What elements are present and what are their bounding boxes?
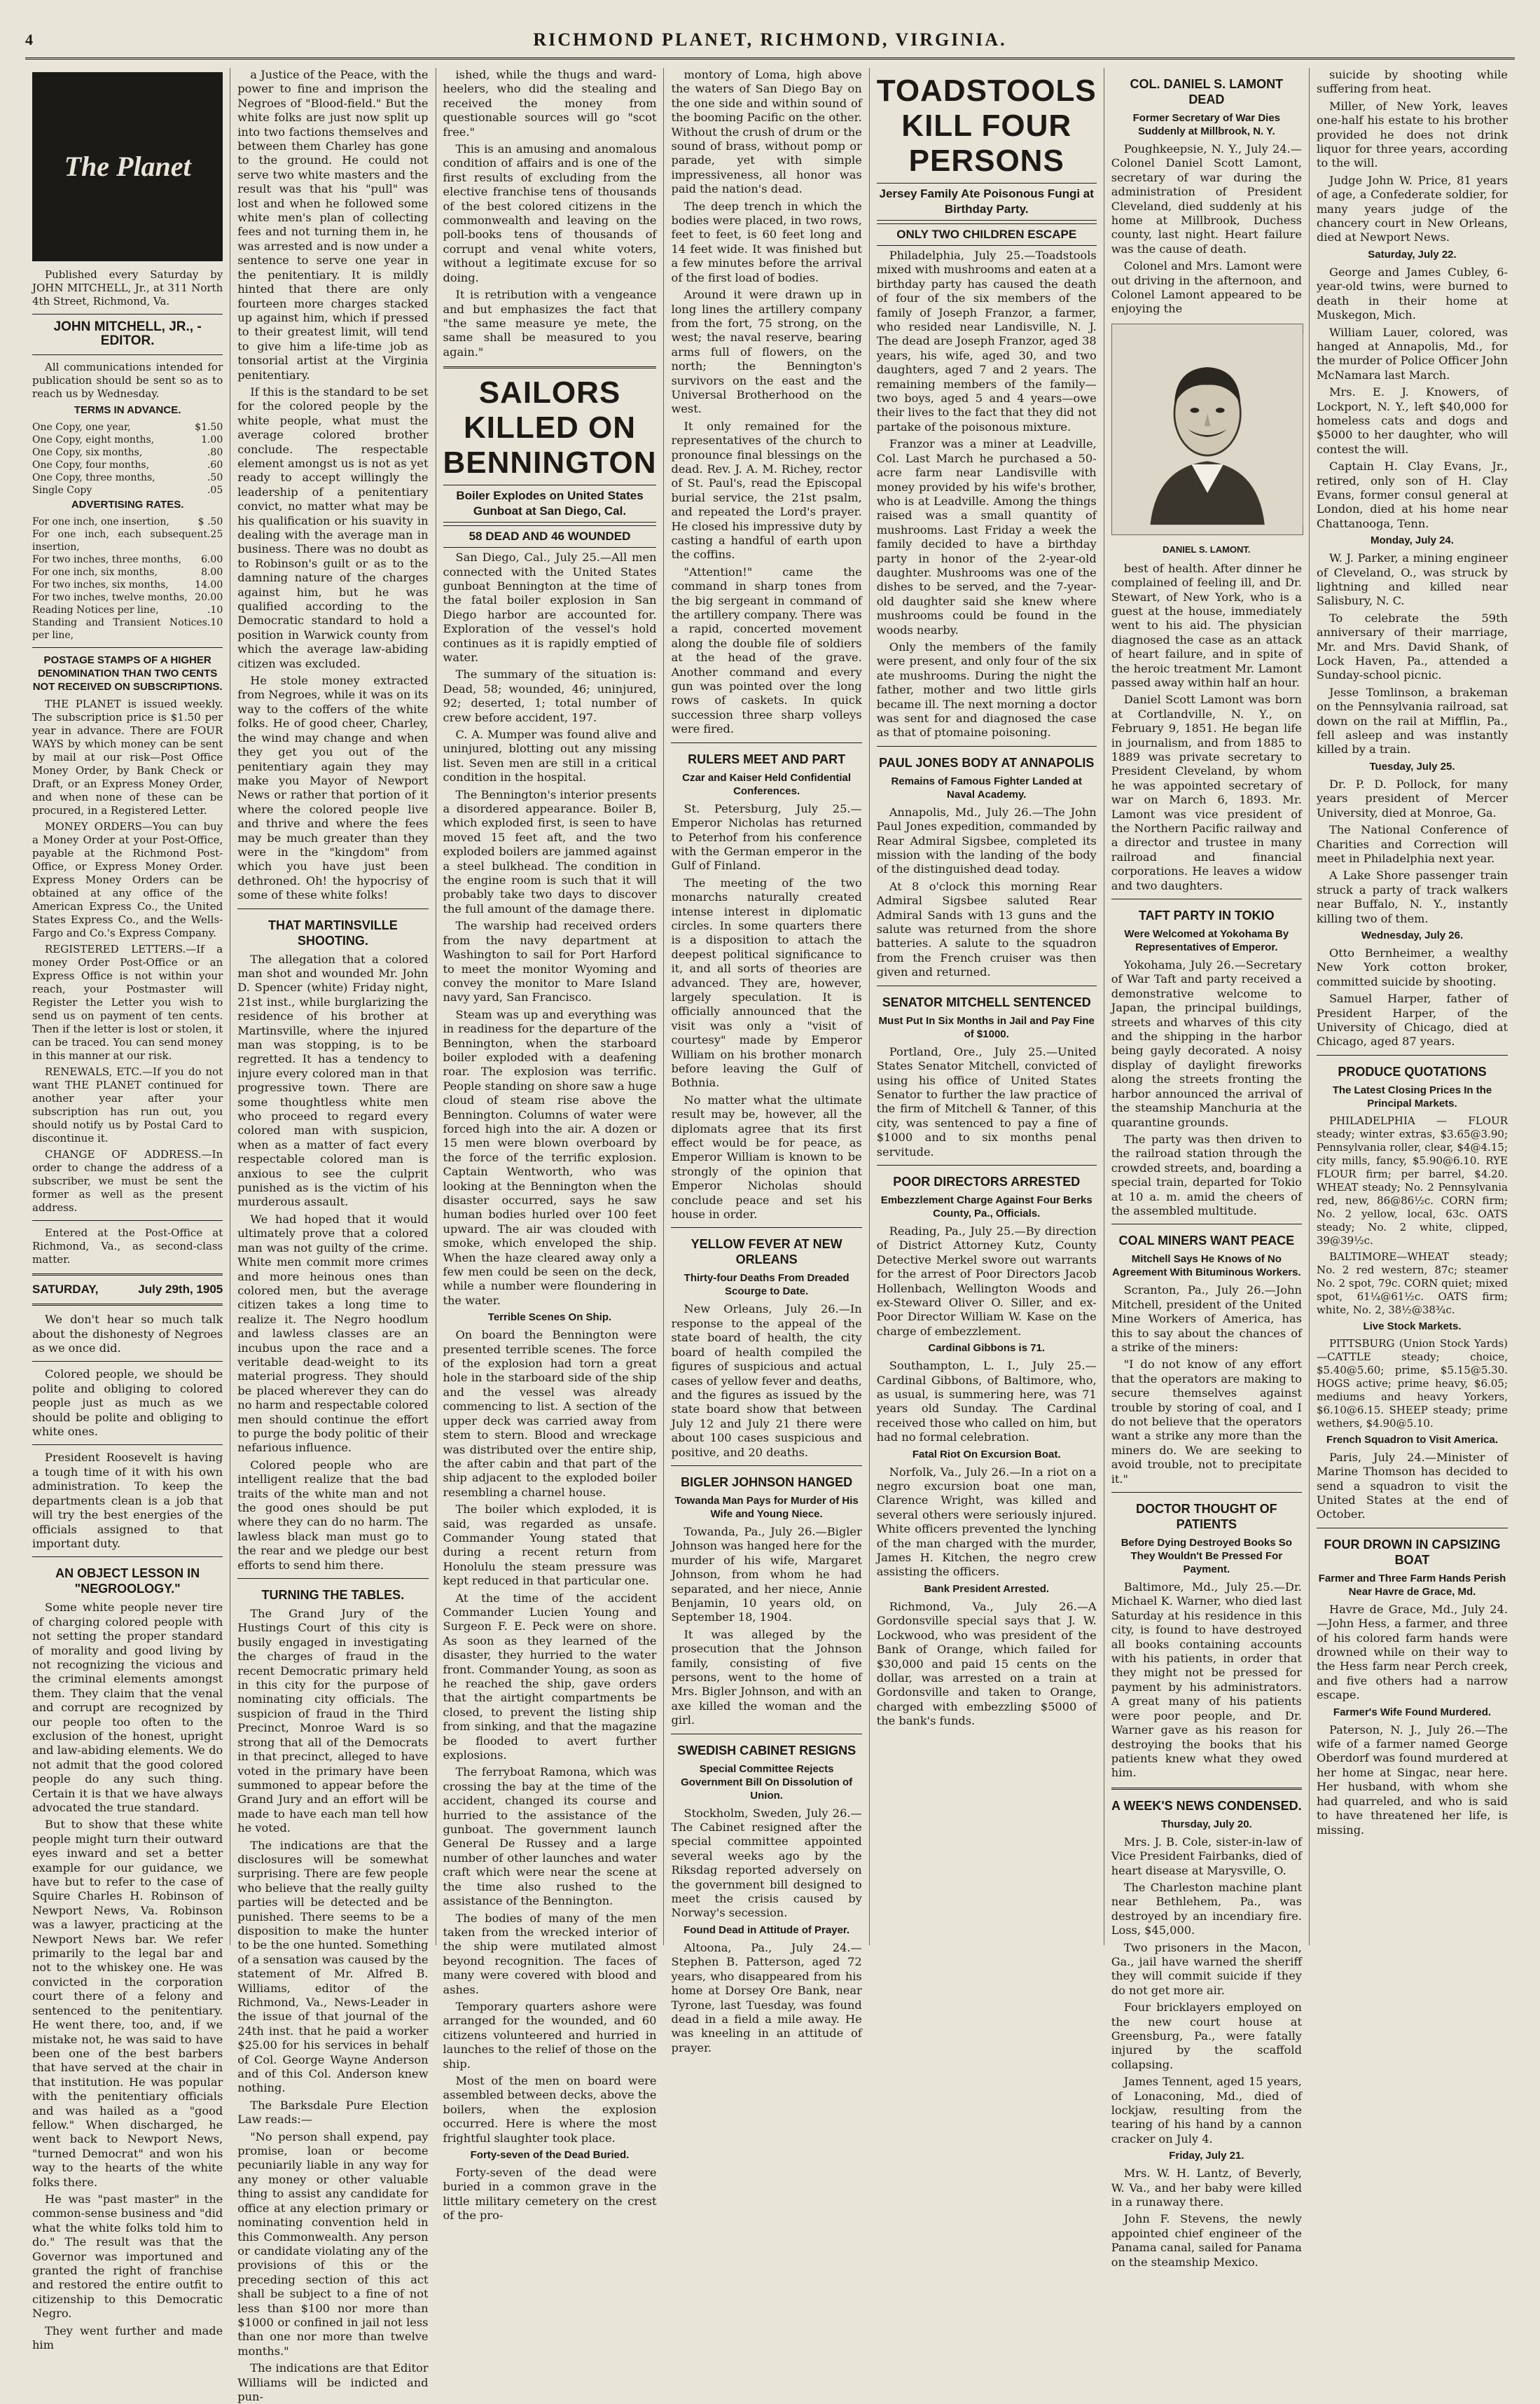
article-paragraph: Paterson, N. J., July 26.—The wife of a farmer named George Oberdorf was found murdered at her home at Singac, near here. Her husband, with whom she had quarreled, and who is said to have threatened her life, is missing. xyxy=(1316,1722,1508,1837)
article-paragraph: Daniel Scott Lamont was born at Cortlandville, N. Y., on February 9, 1851. He began life in journalism, and from 1885 to 1889 was private secretary to President Cleveland, by whom he was appointed secretary of war on March 6, 1893. Mr. Lamont was vice president of the Northern Pacific railway and a director and trustee in many railroad and financial corporations. He leaves a widow and two daughters. xyxy=(1111,693,1302,892)
masthead xyxy=(25,28,1515,60)
headline-deck: Boiler Explodes on United States Gunboat at San Diego, Cal. xyxy=(443,485,657,523)
headline-deck: Jersey Family Ate Poisonous Fungi at Birthday Party. xyxy=(877,183,1097,221)
issue-dateline: SATURDAY, July 29th, 1905 xyxy=(32,1282,223,1296)
subheading: Cardinal Gibbons is 71. xyxy=(928,1342,1046,1355)
article-paragraph: Scranton, Pa., July 26.—John Mitchell, president of the United Mine Workers of America, has this to say about the chances of a strike of the miners: xyxy=(1111,1283,1302,1354)
subheading: Former Secretary of War Dies Suddenly at Millbrook, N. Y. xyxy=(1132,112,1280,137)
article-paragraph: The indications are that Editor Williams will be indicted and pun- xyxy=(237,2361,429,2403)
article-paragraph: The bodies of many of the men taken from the wrecked interior of the ship were mutilated almost beyond recognition. The faces of many were covered with blood and ashes. xyxy=(443,1911,657,1996)
subheading: Live Stock Markets. xyxy=(1363,1320,1462,1332)
communications-note: All communications intended for publication should be sent so as to reach us by Wednesday. xyxy=(32,360,223,400)
article-paragraph: New Orleans, July 26.—In response to the appeal of the state board of health, the city board of health compiled the figures of suspicious and actual cases of yellow fever and deaths, and the figures as issued by the state board show that between July 12 and July 21 there were about 100 cases suspicious and positive, and 20 deaths. xyxy=(671,1302,862,1459)
article-paragraph: The meeting of the two monarchs naturally created intense interest in diplomatic circles. In some quarters there is a disposition to attach the deepest political significance to it, and all sorts of theories are advanced. They are, however, largely speculation. It is officially announced that the visit was only a "visit of courtesy" made by Emperor William on his brother monarch before leaving the Gulf of Bothnia. xyxy=(671,876,862,1090)
news-item: Mrs. J. B. Cole, sister-in-law of Vice President Fairbanks, died of heart disease at Marysville, O. xyxy=(1111,1835,1302,1877)
subheading: Friday, July 21. xyxy=(1169,2150,1244,2162)
editorial-paragraph: Colored people, we should be polite and obliging to colored people just as much as we should be polite and obliging to white ones. xyxy=(32,1367,223,1439)
column-2 xyxy=(230,68,436,2403)
article-paragraph: The deep trench in which the bodies were placed, in two rows, feet to feet, is 60 feet long and 14 feet wide. It was finished but a few minutes before the arrival of the first load of bodies. xyxy=(671,199,862,284)
article-paragraph: The Bennington's interior presents a disordered appearance. Boiler B, which exploded first, is seen to have moved 15 feet aft, and the two exploded boilers are jammed against a steel bulkhead. The condition in the engine room is such that it will probably take two days to discover the full amount of the damage there. xyxy=(443,787,657,916)
article-paragraph: Poughkeepsie, N. Y., July 24.—Colonel Daniel Scott Lamont, secretary of war during the administration of President Cleveland, died suddenly at his home at Millbrook, Duchess county, last night. Heart failure was the cause of death. xyxy=(1111,142,1302,256)
article-paragraph: Colonel and Mrs. Lamont were out driving in the afternoon, and Colonel Lamont appeared to be enjoying the xyxy=(1111,259,1302,316)
subheading: Thursday, July 20. xyxy=(1160,1818,1252,1830)
editorial-paragraph: We don't hear so much talk about the dishonesty of Negroes as we once did. xyxy=(32,1313,223,1355)
article-paragraph: ished, while the thugs and ward-heelers, who did the stealing and received the money from questionable sources will go "scot free." xyxy=(443,68,657,139)
subheading: Czar and Kaiser Held Confidential Conferences. xyxy=(682,771,852,797)
news-item: Mrs. W. H. Lantz, of Beverly, W. Va., and her baby were killed in a runaway there. xyxy=(1111,2167,1302,2209)
article-paragraph: Paris, July 24.—Minister of Marine Thomson has decided to send a squadron to visit the United States at the end of October. xyxy=(1316,1450,1508,1521)
subheading: Special Committee Rejects Government Bill On Dissolution of Union. xyxy=(681,1762,853,1802)
main-headline: TOADSTOOLS KILL FOUR PERSONS xyxy=(876,74,1097,178)
article-paragraph: It is retribution with a vengeance and but emphasizes the fact that "the same measure ye mete, the same shall be measured to you again." xyxy=(443,288,657,359)
news-item: The National Conference of Charities and Correction will meet in Philadelphia next year. xyxy=(1316,823,1508,865)
adv-row: For one inch, each subsequent insertion, .25 xyxy=(32,528,223,553)
terms-row: One Copy, four months, .60 xyxy=(32,459,223,471)
subheading: Monday, July 24. xyxy=(1371,534,1454,547)
news-item: William Lauer, colored, was hanged at Annapolis, Md., for the murder of Police Officer John McNamara last March. xyxy=(1316,325,1508,382)
adv-row: For two inches, twelve months, 20.00 xyxy=(32,591,223,603)
article-paragraph: St. Petersburg, July 25.—Emperor Nicholas has returned to Peterhof from his conference with the German emperor in the Gulf of Finland. xyxy=(671,801,862,873)
article-paragraph: Most of the men on board were assembled between decks, above the boilers, when the explosion occurred. Here is where the most frightful slaughter took place. xyxy=(443,2073,657,2145)
subheading: French Squadron to Visit America. xyxy=(1326,1433,1499,1446)
subheading: Forty-seven of the Dead Buried. xyxy=(470,2149,630,2161)
article-paragraph: We had hoped that it would ultimately prove that a colored man was not guilty of the crime. White men commit more crimes and more heinous ones than colored men, but the average citizen takes a long time to realize it. The Negro hoodlum and lawless classes are an incubus upon the race and a veritable dead-weight to its material progress. They should be placed wherever they can do no harm and respectable colored men should continue the effort to purge the body politic of their nefarious influence. xyxy=(237,1212,429,1455)
article-paragraph: The boiler which exploded, it is said, was regarded as unsafe. Commander Young stated that during a recent return from Honolulu the steam pressure was kept reduced in that particular one. xyxy=(443,1502,657,1588)
terms-row: One Copy, six months, .80 xyxy=(32,446,223,458)
article-paragraph: Steam was up and everything was in readiness for the departure of the Bennington, when the starboard boiler exploded with a deafening roar. The explosion was terrific. People standing on shore saw a huge cloud of steam rise above the Bennington. Columns of water were forced high into the air. A dozen or 15 men were blown overboard by the force of the terrific explosion. Captain Wentworth, who was looking at the Bennington when the disaster occurred, says he saw human bodies hurled over 100 feet upward. The air was clouded with smoke, which enveloped the ship. When the haze cleared away only a few men could be seen on the deck, while a number were floundering in the water. xyxy=(443,1007,657,1307)
article-headline: FOUR DROWN IN CAPSIZING BOAT xyxy=(1324,1537,1501,1567)
adv-row: For two inches, three months, 6.00 xyxy=(32,553,223,565)
article-headline: COAL MINERS WANT PEACE xyxy=(1118,1234,1295,1248)
news-item: Judge John W. Price, 81 years of age, a Confederate soldier, for many years judge of the chancery court in New Orleans, died at Newport News. xyxy=(1316,173,1508,244)
article-paragraph: Around it were drawn up in long lines the artillery company from the fort, 75 strong, on the west; the naval reserve, bearing arms full of flowers, on the north; the Bennington's survivors on the east and the Universal Brotherhood on the west. xyxy=(671,288,862,416)
news-item: W. J. Parker, a mining engineer of Cleveland, O., was struck by lightning and killed near Salisbury, N. C. xyxy=(1316,551,1508,608)
news-item: Dr. P. D. Pollock, for many years president of Mercer University, died at Monroe, Ga. xyxy=(1316,777,1508,820)
article-paragraph: The warship had received orders from the navy department at Washington to sail for Port Harford to meet the monitor Wyoming and convey the monitor to Mare Island navy yard, San Francisco. xyxy=(443,919,657,1004)
terms-row: Single Copy .05 xyxy=(32,484,223,496)
subheading: The Latest Closing Prices In the Principal Markets. xyxy=(1332,1084,1492,1110)
article-headline: AN OBJECT LESSON IN "NEGROOLOGY." xyxy=(55,1566,200,1596)
market-report: BALTIMORE—WHEAT steady; No. 2 red western, 87c; steamer No. 2 spot, 79c. CORN quiet; mixed spot, 61¼@61½c. OATS firm; white, No. 2, 38½@38¾c. xyxy=(1316,1250,1508,1316)
subheading: Farmer and Three Farm Hands Perish Near Havre de Grace, Md. xyxy=(1318,1572,1506,1598)
page-number: 4 xyxy=(25,31,33,48)
article-headline: SWEDISH CABINET RESIGNS xyxy=(677,1743,856,1757)
renewals-info: RENEWALS, ETC.—If you do not want THE PLANET continued for another year after your subscription has run out, you should notify us by Postal Card to discontinue it. xyxy=(32,1065,223,1145)
adv-row: Reading Notices per line, .10 xyxy=(32,604,223,616)
article-headline: COL. DANIEL S. LAMONT DEAD xyxy=(1130,77,1284,106)
adv-row: For one inch, six months, 8.00 xyxy=(32,566,223,578)
article-paragraph: Baltimore, Md., July 25.—Dr. Michael K. Warner, who died last Saturday at his residence in this city, is found to have destroyed all books containing accounts with his patients, in order that they might not be pressed for payment by his administrators. A great many of his patients were poor people, and Dr. Warner gave as his reason for destroying the books that his patients knew what they owed him. xyxy=(1111,1580,1302,1780)
article-paragraph: Towanda, Pa., July 26.—Bigler Johnson was hanged here for the murder of his wife, Margaret Johnson, from whom he had separated, and her niece, Annie Benjamin, 10 years old, on September 18, 1904. xyxy=(671,1524,862,1624)
article-paragraph: Philadelphia, July 25.—Toadstools mixed with mushrooms and eaten at a birthday party has caused the death of four of the six members of the family of Joseph Franzor, a farmer, who resided near Landisville, N. J. The dead are Joseph Franzor, aged 38 years, his wife, aged 30, and two daughters, aged 7 and 2 years. The remaining members of the family—two boys, aged 5 and 4 years—owe their lives to the fact that they did not partake of the poisonous mixture. xyxy=(876,249,1097,434)
article-paragraph: San Diego, Cal., July 25.—All men connected with the United States gunboat Bennington at the time of the fatal boiler explosion in San Diego harbor are accounted for. Exploration of the vessel's hold continues as it is rapidly emptied of water. xyxy=(443,551,657,664)
article-paragraph: The Grand Jury of the Hustings Court of this city is busily engaged in investigating the charges of fraud in the recent Democratic primary held in this city for the purpose of nominating city officials. The suspicion of fraud in the Third Precinct, Monroe Ward is so strong that all of the Democrats in that precinct, alleged to have voted in the primary have been summoned to appear before the Grand Jury and an effort will be made to have each man tell how he voted. xyxy=(237,1607,429,1835)
article-headline: DOCTOR THOUGHT OF PATIENTS xyxy=(1136,1502,1277,1532)
headline-deck: ONLY TWO CHILDREN ESCAPE xyxy=(877,223,1097,246)
subheading: Towanda Man Pays for Murder of His Wife and Young Niece. xyxy=(674,1494,859,1520)
article-paragraph: Forty-seven of the dead were buried in a common grave in the little military cemetery on the crest of the pro- xyxy=(443,2166,657,2223)
terms-table xyxy=(32,421,223,497)
terms-row: One Copy, three months, .50 xyxy=(32,471,223,483)
article-headline: YELLOW FEVER AT NEW ORLEANS xyxy=(691,1237,842,1267)
market-report: PITTSBURG (Union Stock Yards)—CATTLE steady; choice, $5.40@5.60; prime, $5.15@5.30. HOGS active; prime heavy, $6.05; mediums and heavy Yorkers, $6.10@6.15. SHEEP steady; prime wethers, $4.90@5.10. xyxy=(1316,1336,1508,1430)
article-headline: A WEEK'S NEWS CONDENSED. xyxy=(1111,1798,1302,1813)
article-paragraph: This is an amusing and anomalous condition of affairs and is one of the first results of excluding from the elective franchise tens of thousands of the best colored citizens in the commonwealth and leaving on the poll-books tens of thousands of corrupt and venal white voters, without a legitimate excuse for so doing. xyxy=(443,142,657,284)
article-headline: SENATOR MITCHELL SENTENCED xyxy=(882,995,1091,1009)
editorial-paragraph: President Roosevelt is having a tough time of it with his own administration. To keep the departments clean is a job that will try the best energies of the officials assigned to that important duty. xyxy=(32,1451,223,1550)
editor-line: JOHN MITCHELL, JR., - EDITOR. xyxy=(53,319,202,349)
article-headline: TAFT PARTY IN TOKIO xyxy=(1138,909,1275,923)
headline-deck: 58 DEAD AND 46 WOUNDED xyxy=(443,525,657,548)
subheading: Bank President Arrested. xyxy=(924,1582,1050,1595)
subheading: Before Dying Destroyed Books So They Wouldn't Be Pressed For Payment. xyxy=(1121,1537,1292,1576)
news-item: George and James Cubley, 6-year-old twins, were burned to death in their home at Muskegon, Mich. xyxy=(1316,265,1508,322)
news-item: Otto Bernheimer, a wealthy New York cotton broker, committed suicide by shooting. xyxy=(1316,946,1508,988)
article-paragraph: If this is the standard to be set for the colored people by the white people, what must the average colored brother conclude. The respectable element amongst us is not as yet ready to accept willingly the leadership of a penitentiary convict, no matter what may be his qualification or his suavity in dealing with the average man in business. There was no doubt as to Robinson's guilt or as to the damning nature of the charges against him, but he was qualified according to the Democratic standard to hold a position in Warwick county from which the average law-abiding citizen was excluded. xyxy=(237,385,429,670)
logo-text: The Planet xyxy=(64,151,191,182)
article-paragraph: No matter what the ultimate result may be, however, all the diplomats agree that its first effect would be for peace, as Emperor William is known to be strongly of the opinion that Emperor Nicholas should conclude peace and set his house in order. xyxy=(671,1093,862,1222)
article-headline: PRODUCE QUOTATIONS xyxy=(1338,1064,1487,1079)
column-1 xyxy=(25,68,230,2352)
article-paragraph: The summary of the situation is: Dead, 58; wounded, 46; uninjured, 92; deserted, 1; total number of crew before accident, 197. xyxy=(443,668,657,724)
article-paragraph: "No person shall expend, pay promise, loan or become pecuniarily liable in any way for any money or other valuable thing to assist any candidate for office at any election primary or nominating convention held in this Commonwealth. Any person or candidate violating any of the provisions of this or the preceding section of this act shall be subject to a fine of not less than $100 nor more than $1000 or confined in jail not less than one nor more than twelve months." xyxy=(237,2129,429,2358)
subheading: Saturday, July 22. xyxy=(1368,248,1457,261)
article-paragraph: C. A. Mumper was found alive and uninjured, blotting out any missing list. Seven men are still in a critical condition in the hospital. xyxy=(443,728,657,785)
article-headline: RULERS MEET AND PART xyxy=(688,752,846,766)
terms-title: TERMS IN ADVANCE. xyxy=(74,403,181,416)
article-paragraph: They went further and made him xyxy=(32,2323,223,2352)
subheading: Tuesday, July 25. xyxy=(1369,760,1455,773)
article-paragraph: Yokohama, July 26.—Secretary of War Taft and party received a demonstrative welcome to Japan, the principal buildings, streets and wharves of this city and the shipping in the harbor being gayly decorated. A noisy display of daylight fireworks along the streets fronting the harbor announced the arrival of the steamship Manchuria at the quarantine grounds. xyxy=(1111,958,1302,1129)
subheading: Terrible Scenes On Ship. xyxy=(487,1311,612,1324)
article-paragraph: He stole money extracted from Negroes, while it was on its way to the coffers of the white folks. He of good cheer, Charley, the wind may change and when they get you out of the penitentiary again they may make you Mayor of Newport News or rather that portion of it where the colored people live and thrive and where the fees may be much greater than they were in the "kingdom" from which you have just been dethroned. Oh! the hypocrisy of some of these white folks! xyxy=(237,674,429,902)
article-paragraph: At the time of the accident Commander Lucien Young and Surgeon F. E. Peck were on shore. As soon as they learned of the disaster, they hurried to the water front. Commander Young, as soon as he reached the ship, gave orders that the airtight compartments be closed, to prevent the listing ship from sinking, and that the magazine be flooded to avert further explosions. xyxy=(443,1591,657,1762)
column-7 xyxy=(1310,68,1515,1945)
article-paragraph: Stockholm, Sweden, July 26.—The Cabinet resigned after the special committee appointed several weeks ago by the Riksdag reported adversely on the government bill designed to meet the crisis caused by Norway's secession. xyxy=(671,1806,862,1920)
subheading: Thirty-four Deaths From Dreaded Scourge to Date. xyxy=(684,1272,849,1298)
terms-row: One Copy, eight months, 1.00 xyxy=(32,434,223,445)
news-item: Captain H. Clay Evans, Jr., retired, only son of H. Clay Evans, former consul general at London, died at his home near Chattanooga, Tenn. xyxy=(1316,460,1508,530)
article-headline: THAT MARTINSVILLE SHOOTING. xyxy=(268,918,398,948)
column-6 xyxy=(1104,68,1310,2269)
lamont-portrait xyxy=(1111,324,1303,535)
article-headline: PAUL JONES BODY AT ANNAPOLIS xyxy=(879,755,1095,770)
article-headline: TURNING THE TABLES. xyxy=(261,1588,405,1603)
article-paragraph: Norfolk, Va., July 26.—In a riot on a negro excursion boat one man, Clarence Wright, was killed and several others were seriously injured. White officers prevented the lynching of the man charged with the murder, James H. Kitchen, the negro crew assisting the officers. xyxy=(876,1465,1097,1579)
money-orders-info: MONEY ORDERS—You can buy a Money Order at your Post-Office, payable at the Richmond Post-Office, or Express Money Order. Express Money Orders can be obtained at any office of the American Express Co., the United States Express Co., and the Wells-Fargo and Co.'s Express Company. xyxy=(32,820,223,939)
main-headline: SAILORS KILLED ON BENNINGTON xyxy=(443,375,657,481)
adv-table xyxy=(32,516,223,642)
subheading: Fatal Riot On Excursion Boat. xyxy=(912,1448,1061,1460)
subheading: Must Put In Six Months in Jail and Pay Fine of $1000. xyxy=(878,1014,1095,1040)
article-paragraph: At 8 o'clock this morning Rear Admiral Sigsbee saluted Rear Admiral Sands with 13 guns and the salute was returned from the shore batteries. A salute to the squadron from the French cruiser was then given and returned. xyxy=(876,879,1097,979)
article-paragraph: "Attention!" came the command in sharp tones from the big sergeant in command of the artillery company. There was a rapid, concerted movement along the double file of soldiers at the head of the grave. Another command and every gun was pointed over the long rows of caskets. In quick succession three sharp volleys were fired. xyxy=(671,565,862,736)
column-3 xyxy=(436,68,665,2223)
subheading: Remains of Famous Fighter Landed at Naval Academy. xyxy=(891,775,1082,801)
publisher-info: Published every Saturday by JOHN MITCHELL, Jr., at 311 North 4th Street, Richmond, Va. xyxy=(32,268,223,308)
registered-letters-info: REGISTERED LETTERS.—If a money Order Post-Office or an Express Office is not within your reach, your Postmaster will Register the Letter you wish to send us on payment of ten cents. Then if the letter is lost or stolen, it can be traced. You can send money in this manner at our risk. xyxy=(32,942,223,1062)
news-item: Miller, of New York, leaves one-half his estate to his brother provided he does not drink liquor for three years, according to the will. xyxy=(1316,99,1508,170)
article-paragraph: a Justice of the Peace, with the power to fine and imprison the Negroes of "Blood-field." But the white folks are just now split up into two factions themselves and between them Charley has gone to the ground. He could not serve two white masters and the result was that his "pull" was lost and when he followed some white men's plan of collecting fees and not turning them in, he was arrested and is now under a sentence to serve one year in the penitentiary. It is mildly hinted that there are only fourteen more charges stacked up against him, which if pressed to their greatest limit, will tend to give him a life-time job as tonsorial artist at the Virginia penitentiary. xyxy=(237,68,429,382)
article-paragraph: Havre de Grace, Md., July 24.—John Hess, a farmer, and three of his colored farm hands were drowned while on their way to the Hess farm near Perch creek, and five others had a narrow escape. xyxy=(1316,1602,1508,1702)
subheading: Wednesday, July 26. xyxy=(1361,929,1464,941)
newspaper-title: RICHMOND PLANET, RICHMOND, VIRGINIA. xyxy=(533,29,1007,50)
article-paragraph: best of health. After dinner he complained of feeling ill, and Dr. Stewart, of New York, who is a guest at the house, immediately went to his aid. The physician diagnosed the case as an attack of heart failure, and in spite of the heroic treatment Mr. Lamont passed away within half an hour. xyxy=(1111,561,1302,689)
news-item: John F. Stevens, the newly appointed chief engineer of the Panama canal, sailed for Panama on the steamship Mexico. xyxy=(1111,2212,1302,2269)
subheading: Embezzlement Charge Against Four Berks County, Pa., Officials. xyxy=(880,1194,1092,1220)
article-paragraph: Some white people never tire of charging colored people with not setting the proper standard of morality and good living by not recognizing the vicious and the criminal elements amongst them. They claim that the venal and corrupt are recognized by our people too often to the exclusion of the honest, upright and law-abiding elements. We do not admit that the good colored people do any such thing. Certain it is that we have always advocated the true standard. xyxy=(32,1601,223,1814)
adv-row: Standing and Transient Notices per line, .10 xyxy=(32,616,223,641)
column-5 xyxy=(870,68,1104,1945)
article-paragraph: He was "past master" in the common-sense business and "did what the white folks told him to do." The result was that the Governor was importuned and granted the right of franchise and restored the entire outfit to citizenship to this Democratic Negro. xyxy=(32,2192,223,2321)
change-address-info: CHANGE OF ADDRESS.—In order to change the address of a subscriber, we must be sent the former as well as the present address. xyxy=(32,1147,223,1214)
subheading: Were Welcomed at Yokohama By Representatives of Emperor. xyxy=(1124,928,1289,954)
subheading: Farmer's Wife Found Murdered. xyxy=(1333,1706,1492,1718)
news-item: A Lake Shore passenger train struck a party of track walkers near Buffalo, N. Y., instantly killing two of them. xyxy=(1316,869,1508,925)
adv-row: For one inch, one insertion, $ .50 xyxy=(32,516,223,527)
article-paragraph: Altoona, Pa., July 24.—Stephen B. Patterson, aged 72 years, who disappeared from his home at Dorsey Ore Bank, near Tyrone, last Tuesday, was found dead in a field a mile away. He was kneeling in an attitude of prayer. xyxy=(671,1940,862,2054)
entered-note: Entered at the Post-Office at Richmond, Va., as second-class matter. xyxy=(32,1226,223,1266)
news-item: Two prisoners in the Macon, Ga., jail have warned the sheriff they will commit suicide if they do not get more air. xyxy=(1111,1940,1302,1997)
adv-row: For two inches, six months, 14.00 xyxy=(32,579,223,590)
news-item: James Tennent, aged 15 years, of Lonaconing, Md., died of lockjaw, resulting from the tearing of his hand by a cannon cracker on July 4. xyxy=(1111,2075,1302,2146)
news-item: The Charleston machine plant near Bethlehem, Pa., was destroyed by an incendiary fire. Loss, $45,000. xyxy=(1111,1880,1302,1937)
article-paragraph: Richmond, Va., July 26.—A Gordonsville special says that J. W. Lockwood, who was president of the Bank of Orange, which failed for $30,000 and paid 15 cents on the dollar, was arrested on a train at Gordonsville and taken to Orange, charged with embezzling $5000 of the bank's funds. xyxy=(876,1599,1097,1728)
adv-title: ADVERTISING RATES. xyxy=(71,498,184,511)
subscription-info: THE PLANET is issued weekly. The subscription price is $1.50 per year in advance. There are FOUR WAYS by which money can be sent by mail at our risk—Post Office Money Order, by Bank Check or Draft, or an Express Money Order, and when none of these can be procured, in a Registered Letter. xyxy=(32,697,223,817)
news-item: suicide by shooting while suffering from heat. xyxy=(1316,68,1508,96)
article-paragraph: The Barksdale Pure Election Law reads:— xyxy=(237,2098,429,2127)
subheading: Found Dead in Attitude of Prayer. xyxy=(684,1923,850,1936)
article-paragraph: The allegation that a colored man shot and wounded Mr. John D. Spencer (white) Friday night, 21st inst., while burglarizing the residence of his brother at Martinsville, where the injured man was stopping, is to be regretted. It has a tendency to injure every colored man in that progressive town. There are some thoughtless white men who proceed to regard every colored man with suspicion, when as a matter of fact every respectable colored man is anxious to see the culprit punished as is the victim of his murderous assault. xyxy=(237,952,429,1209)
article-paragraph: It only remained for the representatives of the church to pronounce final blessings on the dead. Rev. J. A. M. Richey, rector of St. Paul's, read the Episcopal burial service, the 21st psalm, and repeated the Lord's prayer. He closed his impressive duty by casting a handful of earth upon the coffins. xyxy=(671,419,862,562)
article-paragraph: The indications are that the disclosures will be somewhat surprising. There are few people who believe that the really guilty parties will be detected and be punished. There seems to be a disposition to make the hunter to be the one hunted. Something of a sensation was caused by the statement of Mr. Alfred B. Williams, editor of the Richmond, Va., News-Leader in the issue of that journal of the 24th inst. that he paid a worker $25.00 for his services in behalf of Col. George Wayne Anderson and of this Col. Anderson knew nothing. xyxy=(237,1838,429,2095)
article-paragraph: On board the Bennington were presented terrible scenes. The force of the explosion had torn a great hole in the starboard side of the ship and the vessel was already commencing to list. A section of the upper deck was carried away from stem to stern. Blood and wreckage was distributed over the entire ship, the after cabin and that part of the ship adjacent to the exploded boiler resembling a charnel house. xyxy=(443,1328,657,1499)
article-paragraph: But to show that these white people might turn their outward eyes inward and set a better example for our guidance, we have but to refer to the case of Squire Charles H. Robinson of Newport News, Va. Robinson was a lawyer, practicing at the Newport News bar. We refer primarily to the legal bar and not to the whiskey one. He was convicted in the corporation court there of a felony and sentenced to the penitentiary. He went there, too, and, if we mistake not, he was said to have been one of the best barbers that have served at the chair in that institution. He was popular with the penitentiary officials and was hailed as a "good fellow." When discharged, he went back to Newport News, "turned Democrat" and won his way to the hearts of the white folks there. xyxy=(32,1818,223,2189)
news-item: Samuel Harper, father of President Harper, of the University of Chicago, died at Chicago, aged 87 years. xyxy=(1316,992,1508,1049)
article-paragraph: Temporary quarters ashore were arranged for the wounded, and 60 citizens volunteered and hurried in launches to the relief of those on the ship. xyxy=(443,1999,657,2071)
article-paragraph: "I do not know of any effort that the operators are making to secure themselves against trouble by storing of coal, and I do not believe that the operators want a strike any more than the miners do. We are seeking to avoid trouble, not to precipitate it." xyxy=(1111,1358,1302,1486)
article-headline: POOR DIRECTORS ARRESTED xyxy=(893,1174,1081,1189)
article-paragraph: Reading, Pa., July 25.—By direction of District Attorney Kutz, County Detective Merkel swore out warrants for the arrest of Poor Directors Jacob Hollenbach, Wellington Woods and ex-Steward Oliver O. Siller, and ex-Poor Director William W. Kase on the charge of embezzlement. xyxy=(876,1224,1097,1338)
terms-row: One Copy, one year, $1.50 xyxy=(32,421,223,433)
news-item: Mrs. E. J. Knowers, of Lockport, N. Y., left $40,000 for homeless cats and dogs and $5000 to her daughter, who will contest the will. xyxy=(1316,385,1508,456)
column-4 xyxy=(664,68,869,2054)
article-paragraph: Southampton, L. I., July 25.—Cardinal Gibbons, of Baltimore, who, as usual, is summering here, was 71 years old Sunday. The Cardinal received those who called on him, but had no formal celebration. xyxy=(876,1359,1097,1444)
article-paragraph: Colored people who are intelligent realize that the bad traits of the white man and not the good ones should be put where they can do no harm. The lawless black man must go to the rear and we pledge our best efforts to send him there. xyxy=(237,1458,429,1572)
article-paragraph: Annapolis, Md., July 26.—The John Paul Jones expedition, commanded by Rear Admiral Sigsbee, completed its mission with the landing of the body of the distinguished dead today. xyxy=(876,805,1097,876)
article-paragraph: Only the members of the family were present, and only four of the six ate mushrooms. During the night the father, mother and two little girls became ill. The next morning a doctor was sent for and diagnosed the case as that of ptomaine poisoning. xyxy=(876,640,1097,740)
planet-logo xyxy=(32,72,223,261)
article-paragraph: It was alleged by the prosecution that the Johnson family, consisting of five persons, went to the home of Mrs. Bigler Johnson, and with an axe killed the woman and the girl. xyxy=(671,1627,862,1727)
article-paragraph: Portland, Ore., July 25.—United States Senator Mitchell, convicted of using his office of United States Senator to further the law practice of the firm of Mitchell & Tanner, of this city, was sentenced to pay a fine of $1000 and to six months penal servitude. xyxy=(876,1044,1097,1159)
news-item: Jesse Tomlinson, a brakeman on the Pennsylvania railroad, sat down on the rail at Mifflin, Pa., fell asleep and was instantly killed by a train. xyxy=(1316,685,1508,757)
subheading: Mitchell Says He Knows of No Agreement With Bituminous Workers. xyxy=(1112,1253,1301,1279)
article-paragraph: montory of Loma, high above the waters of San Diego Bay on the one side and within sound of the booming Pacific on the other. Without the crush of drum or the sound of brass, without pomp or parade, yet with simple impressiveness, all honor was paid the nation's dead. xyxy=(671,68,862,196)
news-item: Four bricklayers employed on the new court house at Greensburg, Pa., were fatally injured by the scaffold collapsing. xyxy=(1111,2001,1302,2071)
article-headline: BIGLER JOHNSON HANGED xyxy=(681,1474,853,1489)
postage-note: POSTAGE STAMPS OF A HIGHER DENOMINATION THAN TWO CENTS NOT RECEIVED ON SUBSCRIPTIONS. xyxy=(32,654,223,693)
article-paragraph: Franzor was a miner at Leadville, Col. Last March he purchased a 50-acre farm near Landisville with money provided by his wife's brother, who is at Leadville. Among the things raised was a small quantity of mushrooms. Last Friday a week the family decided to have a birthday party in honor of the 2-year-old daughter. Mushrooms was one of the dishes to be served, and the 7-year-old daughter said she knew where mushrooms could be found in the woods nearby. xyxy=(876,437,1097,637)
news-item: To celebrate the 59th anniversary of their marriage, Mr. and Mrs. David Shank, of Lock Haven, Pa., attended a Sunday-school picnic. xyxy=(1316,611,1508,682)
market-report: PHILADELPHIA — FLOUR steady; winter extras, $3.65@3.90; Pennsylvania roller, clear, $4@4.15; city mills, fancy, $5.90@6.10. RYE FLOUR firm; per barrel, $4.20. WHEAT steady; No. 2 Pennsylvania red, new, 86@86½c. CORN firm; No. 2 yellow, local, 63c. OATS steady; No. 2 white, clipped, 39@39½c. xyxy=(1316,1114,1508,1247)
portrait-caption: DANIEL S. LAMONT. xyxy=(1163,544,1251,555)
article-paragraph: The ferryboat Ramona, which was crossing the bay at the time of the accident, changed its course and hurried to the assistance of the gunboat. The government launch General De Russey and a large number of other launches and water craft which were near the scene at the time also rushed to the assistance of the Bennington. xyxy=(443,1765,657,1908)
article-paragraph: The party was then driven to the railroad station through the crowded streets, and, boarding a special train, departed for Tokio at 10 a. m. amid the cheers of the assembled multitude. xyxy=(1111,1132,1302,1217)
